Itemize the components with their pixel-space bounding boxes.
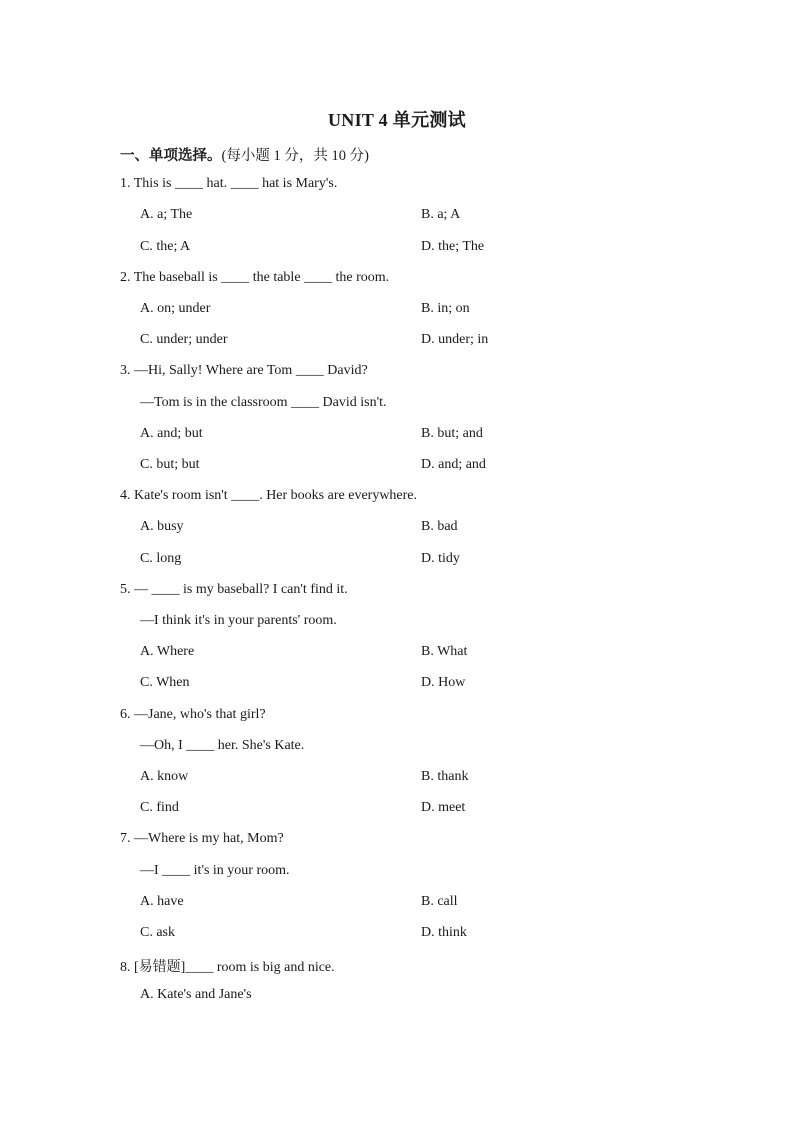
section-heading [120, 144, 369, 165]
question-dialogue-line: —Oh, I ____ her. She's Kate. [140, 738, 305, 753]
option-a: A. know [140, 769, 189, 784]
option-c: C. under; under [140, 332, 228, 347]
option-b: B. a; A [421, 207, 461, 222]
question-stem: 1. This is ____ hat. ____ hat is Mary's. [120, 176, 338, 191]
question-dialogue-line: —I ____ it's in your room. [140, 863, 290, 878]
option-a: A. and; but [140, 426, 203, 441]
section-heading-note: (每小题 1 分，共 10 分) [221, 148, 369, 164]
option-b: B. What [421, 644, 468, 659]
option-c: C. the; A [140, 239, 191, 254]
question-stem: 7. —Where is my hat, Mom? [120, 831, 284, 846]
option-a: A. Kate's and Jane's [140, 987, 252, 1002]
option-b: B. thank [421, 769, 469, 784]
question-stem: 8. [易错题]____ room is big and nice. [120, 960, 335, 975]
option-d: D. How [421, 675, 466, 690]
question-dialogue-line: —Tom is in the classroom ____ David isn't. [140, 395, 387, 410]
question-stem: 3. —Hi, Sally! Where are Tom ____ David? [120, 363, 368, 378]
option-c: C. long [140, 551, 182, 566]
option-c: C. find [140, 800, 179, 815]
option-d: D. under; in [421, 332, 489, 347]
option-d: D. the; The [421, 239, 485, 254]
option-c: C. ask [140, 925, 175, 940]
option-d: D. think [421, 925, 467, 940]
option-d: D. tidy [421, 551, 460, 566]
question-stem: 6. —Jane, who's that girl? [120, 707, 266, 722]
option-d: D. and; and [421, 457, 486, 472]
option-a: A. busy [140, 519, 184, 534]
option-b: B. bad [421, 519, 458, 534]
option-d: D. meet [421, 800, 466, 815]
question-stem: 2. The baseball is ____ the table ____ the room. [120, 270, 390, 285]
option-a: A. have [140, 894, 184, 909]
section-heading-label: 一、单项选择。 [120, 148, 222, 164]
option-a: A. Where [140, 644, 195, 659]
question-stem: 5. — ____ is my baseball? I can't find it. [120, 582, 348, 597]
option-c: C. When [140, 675, 190, 690]
question-stem: 4. Kate's room isn't ____. Her books are everywhere. [120, 488, 418, 503]
page-title: UNIT 4 单元测试 [328, 110, 466, 130]
option-b: B. but; and [421, 426, 483, 441]
option-a: A. on; under [140, 301, 211, 316]
question-dialogue-line: —I think it's in your parents' room. [140, 613, 337, 628]
option-a: A. a; The [140, 207, 193, 222]
option-c: C. but; but [140, 457, 200, 472]
option-b: B. call [421, 894, 458, 909]
option-b: B. in; on [421, 301, 470, 316]
